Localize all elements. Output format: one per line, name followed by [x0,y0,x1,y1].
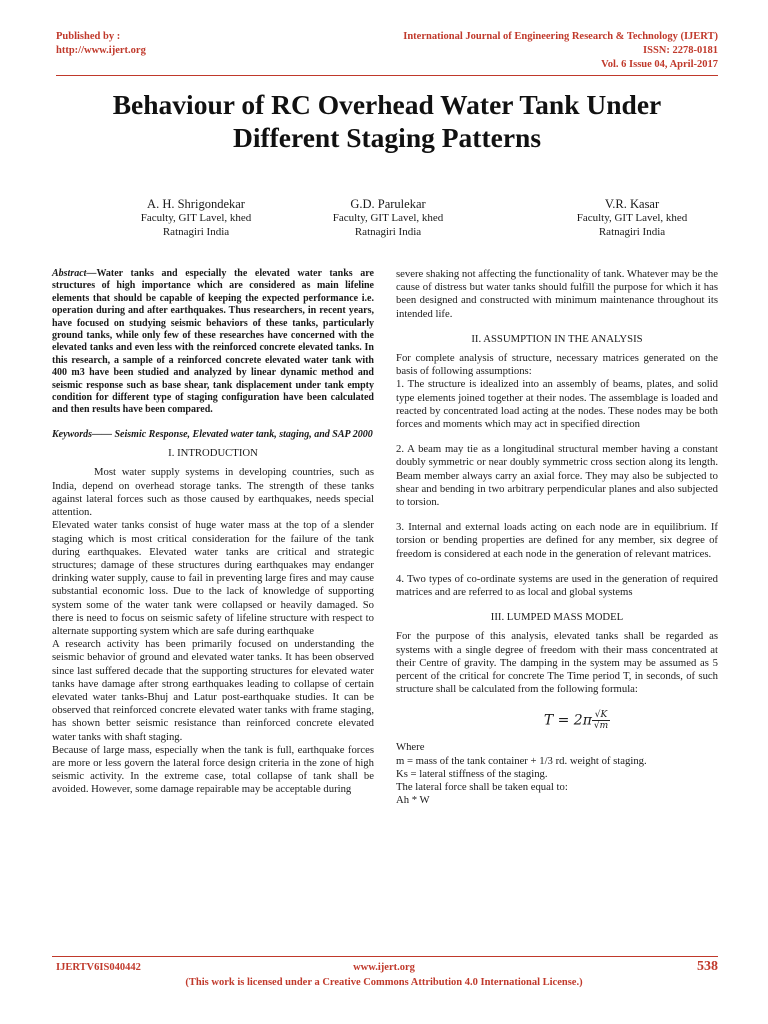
paragraph: For the purpose of this analysis, elevated tanks shall be regarded as systems with a single degree of freedom with their mass concentrated at their Centre of gravity. The damping in the system may be assumed as 5 percent of the critical for concrete The Time period T, in seconds, of such structure shall be calculated from the following formula: [396,630,718,696]
paragraph: 3. Internal and external loads acting on each node are in equilibrium. If torsion or bending properties are defined for any member, six degree of freedom is considered at each node in the generation of relevant matrices. [396,521,718,560]
paragraph: Most water supply systems in developing countries, such as India, depend on overhead storage tanks. The strength of these tanks against lateral forces such as those caused by earthquakes, needs special attention. [52,466,374,519]
formula-denominator: √m [593,721,609,732]
author-block [56,196,718,246]
keywords: Keywords—— Seismic Response, Elevated water tank, staging, and SAP 2000 [52,428,373,440]
author-2 [288,196,488,239]
left-column [52,268,374,797]
definition-m: m = mass of the tank container + 1/3 rd. weight of staging. [396,754,647,767]
paragraph: 4. Two types of co-ordinate systems are used in the generation of required matrices and are referred to as local and global systems [396,572,718,599]
header-divider [56,75,718,76]
header-journal-info [403,30,718,72]
author-location: Ratnagiri India [598,225,666,238]
title-line-1: Behaviour of RC Overhead Water Tank Under [112,89,662,120]
formula-lhs: T = 2π [543,712,592,729]
paragraph: Elevated water tanks consist of huge water mass at the top of a slender staging which is most critical consideration for the failure of the tank during earthquakes. Elevated water tanks are critical and strategic structures; damage of these structures during earthquakes may endanger drinking water supply, cause to fail in preventing large fires and may cause substantial economic loss. Due to the lack of knowledge of supporting system some of the water tank were collapsed or heavily damaged. So there is need to focus on seismic safety of lifeline structure with respect to alternate supporting system which are safe during earthquake [52,519,374,637]
paragraph: For complete analysis of structure, necessary matrices generated on the basis of following assumptions: [396,352,718,378]
footer-url-link[interactable]: www.ijert.org [353,962,415,973]
header-publisher [56,30,146,58]
author-location: Ratnagiri India [162,225,230,238]
paragraph: Because of large mass, especially when the tank is full, earthquake forces are more or less govern the lateral force design criteria in the zone of high seismic activity. In the extreme case, total collapse of tank shall be avoided. However, some damage repairable may be acceptable during [52,743,374,796]
definition-ks: Ks = lateral stiffness of the staging. [396,767,548,780]
formula-numerator: √K [592,710,610,721]
author-3 [532,196,732,239]
abstract-lead: Abstract— [52,268,97,279]
author-name: A. H. Shrigondekar [147,197,245,211]
paragraph: 1. The structure is idealized into an assembly of beams, plates, and solid type elements joined together at their nodes. The assemblage is loaded and reacted by concentrated load acting at the nodes. These nodes may be both forces and moments which may act in specified direction [396,378,718,431]
author-affiliation: Faculty, GIT Lavel, khed [332,212,444,224]
section-heading-introduction: I. INTRODUCTION [168,447,258,460]
license-notice: (This work is licensed under a Creative Commons Attribution 4.0 International License.) [185,977,583,988]
journal-name: International Journal of Engineering Research & Technology (IJERT) [403,31,718,42]
paper-id: IJERTV6IS040442 [56,962,141,973]
section-heading-assumption: II. ASSUMPTION IN THE ANALYSIS [471,332,643,345]
formula-fraction [592,710,610,731]
author-affiliation: Faculty, GIT Lavel, khed [140,212,252,224]
paragraph: A research activity has been primarily focused on understanding the seismic behavior of ground and elevated water tanks. It has been observed since last suffered decade that the supporting structures for elevated water tanks have damage after strong earthquakes leading to collapse of certain elevated water tanks-Bhuj and Latur post-earthquake studies. It can be observed that reinforced concrete elevated water tanks with frame staging, has shown better seismic resistance than reinforced concrete elevated water tanks with shaft staging. [52,638,374,743]
publisher-url-link[interactable]: http://www.ijert.org [56,45,146,56]
lateral-force-expression: Ah * W [396,794,430,807]
footer-divider [52,956,718,957]
right-column [396,268,718,808]
page-number: 538 [697,959,718,974]
paper-title [56,88,718,154]
where-label: Where [396,741,425,754]
author-location: Ratnagiri India [354,225,422,238]
section-heading-lumped-mass: III. LUMPED MASS MODEL [490,611,624,624]
lateral-force-text: The lateral force shall be taken equal to: [396,781,568,794]
paragraph: 2. A beam may tie as a longitudinal structural member having a constant doubly symmetric or near doubly symmetric cross section along its length. Beam member always carry an axial force. They may also be subjected to shear and bending in two arbitrary perpendicular planes and also subjected to torsion. [396,443,718,509]
abstract [52,268,374,417]
author-1 [96,196,296,239]
issn: ISSN: 2278-0181 [643,45,718,56]
paragraph: severe shaking not affecting the functionality of tank. Whatever may be the cause of distress but water tanks should fulfill the purpose for which it has been designed and constructed with minimum maintenance throughout its intended life. [396,268,718,320]
author-affiliation: Faculty, GIT Lavel, khed [576,212,688,224]
title-line-2: Different Staging Patterns [232,122,542,153]
author-name: V.R. Kasar [604,197,660,211]
author-name: G.D. Parulekar [350,197,426,211]
volume-issue: Vol. 6 Issue 04, April-2017 [601,59,718,70]
published-by-label: Published by : [56,31,121,42]
time-period-formula [396,710,718,731]
abstract-text: Water tanks and especially the elevated water tanks are structures of high importance which are considered as main lifeline elements that should be capable of keeping the expected performance i.e. operation during and after earthquakes. Thus researchers, in recent years, have focused on studying seismic behaviors of these tanks, particularly ground tanks, while only few of these researches have concerned with the elevated tanks and even less with the reinforced concrete elevated tanks. In this research, a sample of a reinforced concrete elevated water tank with 400 m3 have been studied and analyzed by linear dynamic method and seismic response such as base shear, tank displacement under tank empty condition for different type of staging configuration have been calculated and then results have been compared. [52,268,374,416]
